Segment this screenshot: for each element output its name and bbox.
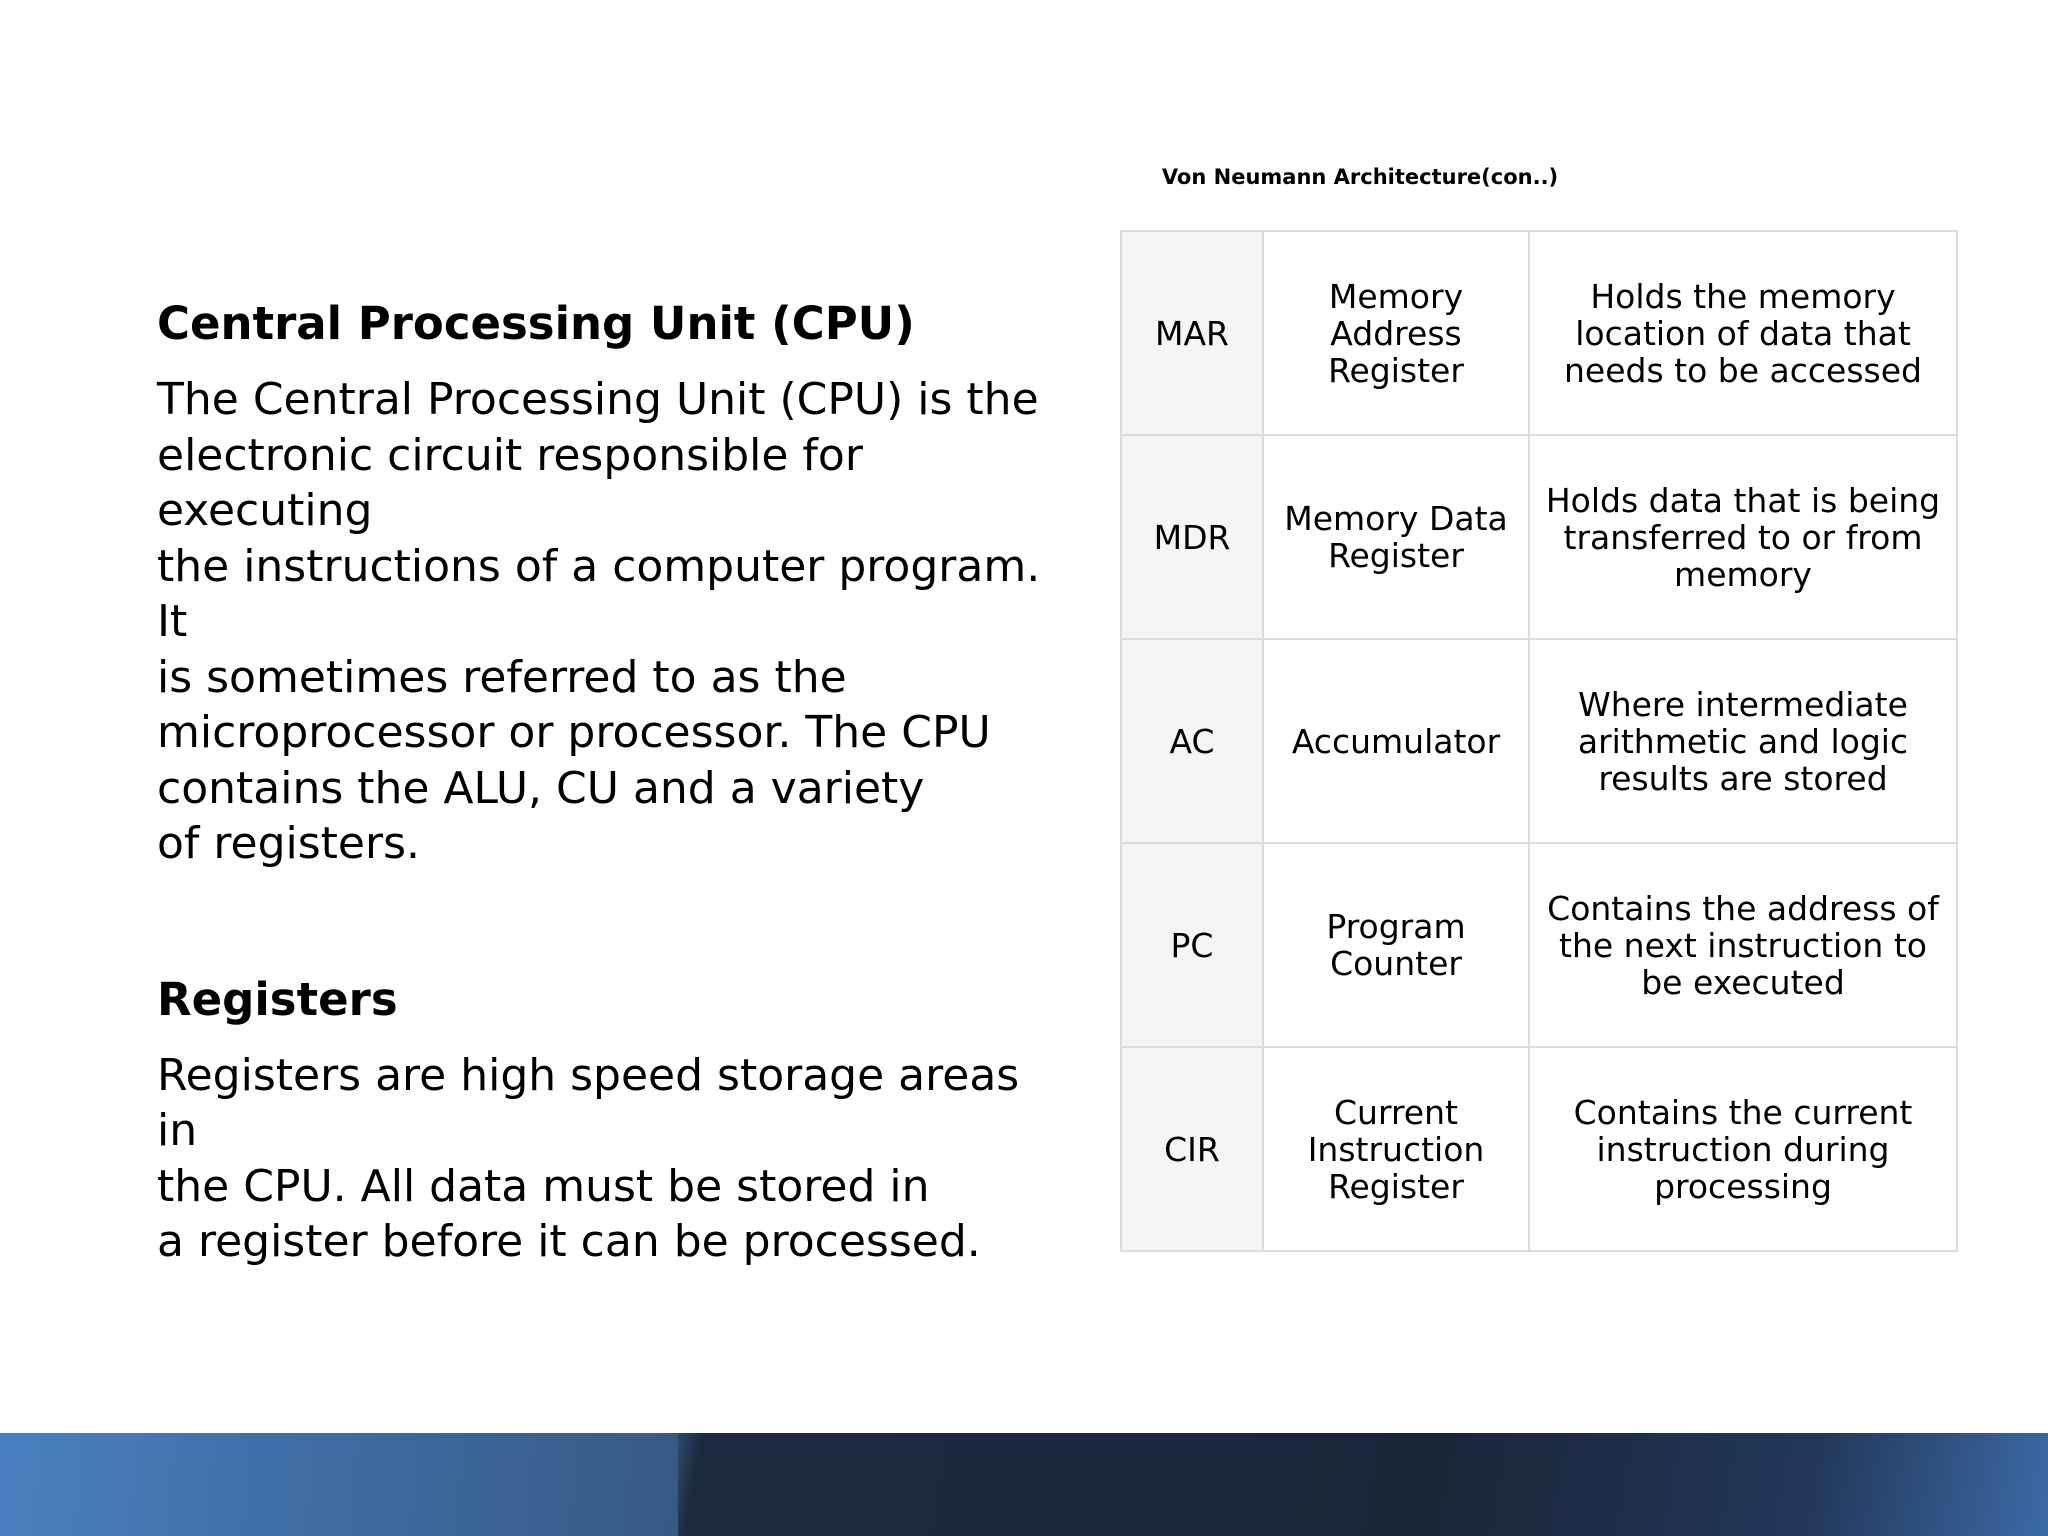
register-abbreviation: AC — [1121, 639, 1263, 843]
table-row — [1121, 435, 1957, 639]
slide-title: Von Neumann Architecture(con..) — [1161, 165, 1559, 189]
register-name: Current Instruction Register — [1263, 1047, 1529, 1251]
register-abbreviation: MDR — [1121, 435, 1263, 639]
cpu-paragraph: The Central Processing Unit (CPU) is the electronic circuit responsible for executing the instructions of a computer program. It is sometimes referred to as the microprocessor or processor. The CPU contains the ALU, CU and a variety of registers. — [157, 374, 1041, 869]
register-description: Holds data that is being transferred to or from memory — [1529, 435, 1957, 639]
register-description: Contains the address of the next instruction to be executed — [1529, 843, 1957, 1047]
text-column — [157, 296, 1057, 1270]
cpu-heading: Central Processing Unit (CPU) — [157, 297, 915, 350]
table-row — [1121, 231, 1957, 435]
register-name: Program Counter — [1263, 843, 1529, 1047]
footer-band — [0, 1433, 2048, 1536]
registers-table — [1120, 230, 1958, 1252]
registers-paragraph: Registers are high speed storage areas in the CPU. All data must be stored in a register before it can be processed. — [157, 1049, 1020, 1267]
register-abbreviation: MAR — [1121, 231, 1263, 435]
register-name: Memory Address Register — [1263, 231, 1529, 435]
register-abbreviation: CIR — [1121, 1047, 1263, 1251]
table-row — [1121, 843, 1957, 1047]
register-description: Holds the memory location of data that needs to be accessed — [1529, 231, 1957, 435]
table-row — [1121, 639, 1957, 843]
footer-accent — [0, 1433, 678, 1536]
table-row — [1121, 1047, 1957, 1251]
register-description: Contains the current instruction during processing — [1529, 1047, 1957, 1251]
register-name: Accumulator — [1263, 639, 1529, 843]
register-name: Memory Data Register — [1263, 435, 1529, 639]
register-description: Where intermediate arithmetic and logic results are stored — [1529, 639, 1957, 843]
register-abbreviation: PC — [1121, 843, 1263, 1047]
registers-heading: Registers — [157, 972, 398, 1026]
